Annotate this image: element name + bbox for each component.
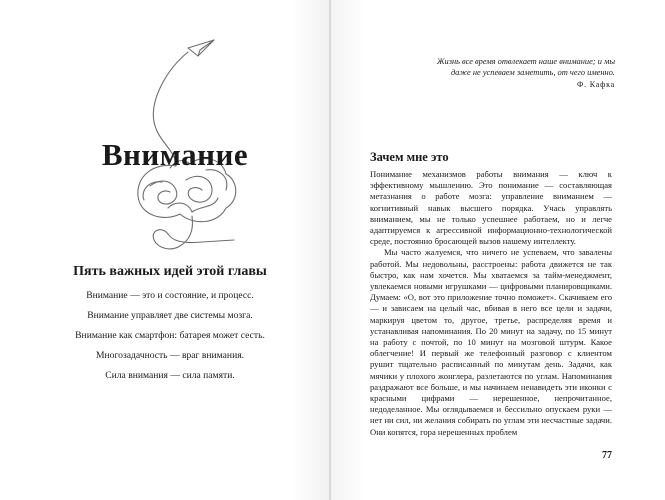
idea-item: Внимание — это и состояние, и процесс. [86,290,254,301]
ideas-list [40,290,300,390]
page-number: 77 [602,450,612,461]
chapter-title: Внимание [101,137,249,172]
idea-item: Сила внимания — сила памяти. [105,370,235,381]
ideas-heading: Пять важных идей этой главы [73,264,267,279]
body-text [370,169,612,459]
left-page [0,0,330,500]
idea-item: Многозадачность — враг внимания. [95,350,245,361]
idea-item: Внимание как смартфон: батарея может сесть. [75,330,265,341]
body-paragraph: Мы часто жалуемся, что ничего не успеваем, что завалены работой. Мы недовольны, расстроены: работа движется не так быстро, как нам хочется. Мы хватаемся за тайм-менеджмент, увлекаемся новыми игрушками — цифровыми планировщиками. Думаем: «О, вот это приложение точно поможет». Скачиваем его — и зависаем на целый час, вбивая в него все цели и задачи, маркируя цветом то, другое, третье, распределяя время и устанавливая напоминания. По 20 минут на задачу, по 15 минут на работу с почтой, по 10 минут на мозговой штурм. Какое облегчение! И первый же телефонный разговор с клиентом рушит тщательно расписанный по минутам день. Задачи, как мячики у плохого жонглера, разлетаются по углам. Напоминания раздражают все больше, и мы начинаем ненавидеть эти иконки с красными цифрами — нерешенное, непрочитанное, недоделанное. Мы оглядываемся и бессильно опускаем руки — нет ни сил, ни желания собирать по углам эти несчастные задачи. Они копятся, гора нерешенных проблем [370,247,612,437]
idea-item: Внимание управляет две системы мозга. [87,310,253,321]
epigraph: Жизнь все время отвлекает наше внимание; и мы даже не успеваем заметить, от чего именно. [436,57,615,77]
body-paragraph: Понимание механизмов работы внимания — ключ к эффективному мышлению. Это понимание — составляющая метазнания о работе мозга: управление вниманием — когнитивный навык высшего порядка. Учась управлять вниманием, мы не только успешнее работаем, но и легче адаптируемся к агрессивной информационно-технологической среде, постоянно бросающей вызов нашему интеллекту. [370,169,612,247]
epigraph-author: Ф. Кафка [576,80,615,89]
section-heading: Зачем мне это [370,150,449,164]
